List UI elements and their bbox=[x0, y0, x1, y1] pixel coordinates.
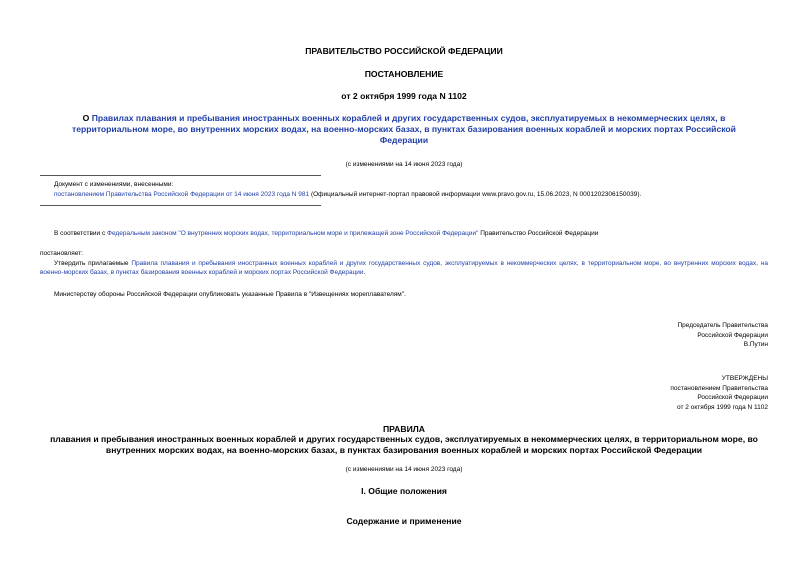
changes-box-line2 bbox=[54, 190, 768, 199]
government-heading: ПРАВИТЕЛЬСТВО РОССИЙСКОЙ ФЕДЕРАЦИИ bbox=[305, 46, 503, 56]
paragraph-publish: Министерству обороны Российской Федерации опубликовать указанные Правила в "Извещениях мореплавателям". bbox=[54, 291, 406, 298]
federal-law-link[interactable]: Федеральным законом "О внутренних морских водах, территориальном море и прилежащей зоне Российской Федерации" bbox=[107, 230, 479, 237]
document-title bbox=[58, 113, 750, 146]
changes-top-rule bbox=[40, 175, 321, 176]
rules-subtitle: плавания и пребывания иностранных военных кораблей и других государственных судов, эксплуатируемых в некоммерческих целях, в территориальном море, во внутренних морских водах, на военно-морских базах, в пунктах базирования военных кораблей и морских портах Российской Федерации bbox=[50, 434, 758, 455]
paragraph-approve bbox=[40, 259, 768, 277]
signature-line1: Председатель Правительства bbox=[677, 322, 768, 329]
approval-line3: Российской Федерации bbox=[697, 394, 768, 401]
rules-title: ПРАВИЛА bbox=[383, 424, 425, 434]
signature-name: В.Путин bbox=[743, 341, 768, 348]
approve-prefix: Утвердить прилагаемые bbox=[54, 260, 132, 267]
amending-decree-link[interactable]: постановлением Правительства Российской Федерации от 14 июня 2023 года N 981 bbox=[54, 191, 310, 198]
subsection-heading: Содержание и применение bbox=[346, 516, 462, 526]
paragraph-basis bbox=[54, 229, 768, 238]
title-prefix: О bbox=[82, 113, 92, 123]
changes-box-line1: Документ с изменениями, внесенными: bbox=[54, 181, 174, 188]
approval-line1: УТВЕРЖДЕНЫ bbox=[721, 375, 768, 382]
signature-line2: Российской Федерации bbox=[697, 331, 768, 339]
changes-bottom-rule bbox=[40, 205, 321, 206]
basis-suffix: Правительство Российской Федерации bbox=[478, 230, 599, 237]
title-rules-link[interactable]: Правилах плавания и пребывания иностранных военных кораблей и других государственных судов, эксплуатируемых в некоммерческих целях, в территориальном море, во внутренних морских водах, на военно-морских базах, в пунктах базирования военных кораблей и морских портах Российской Федерации bbox=[72, 113, 736, 145]
doc-date-number: от 2 октября 1999 года N 1102 bbox=[341, 91, 467, 101]
approval-stamp bbox=[670, 374, 768, 412]
approve-suffix: . bbox=[363, 269, 366, 276]
decides-label: постановляет: bbox=[40, 250, 83, 257]
header-amendments: (с изменениями на 14 июня 2023 года) bbox=[345, 161, 463, 168]
section-heading: I. Общие положения bbox=[361, 486, 447, 496]
rules-amendments: (с изменениями на 14 июня 2023 года) bbox=[345, 466, 463, 473]
approval-line4: от 2 октября 1999 года N 1102 bbox=[677, 403, 768, 411]
approved-rules-link[interactable]: Правила плавания и пребывания иностранных военных кораблей и других государственных судов, эксплуатируемых в некоммерческих целях, в территориальном море, во внутренних морских водах, на военно-морских базах, в пунктах базирования военных кораблей и морских портах Российской Федерации bbox=[40, 260, 768, 276]
approval-line2: постановлением Правительства bbox=[670, 384, 768, 392]
changes-box-source: (Официальный интернет-портал правовой информации www.pravo.gov.ru, 15.06.2023, N 0001202306150039). bbox=[309, 191, 642, 198]
basis-prefix: В соответствии с bbox=[54, 230, 108, 237]
signature-block bbox=[677, 321, 768, 350]
doc-type-heading: ПОСТАНОВЛЕНИЕ bbox=[364, 69, 444, 79]
